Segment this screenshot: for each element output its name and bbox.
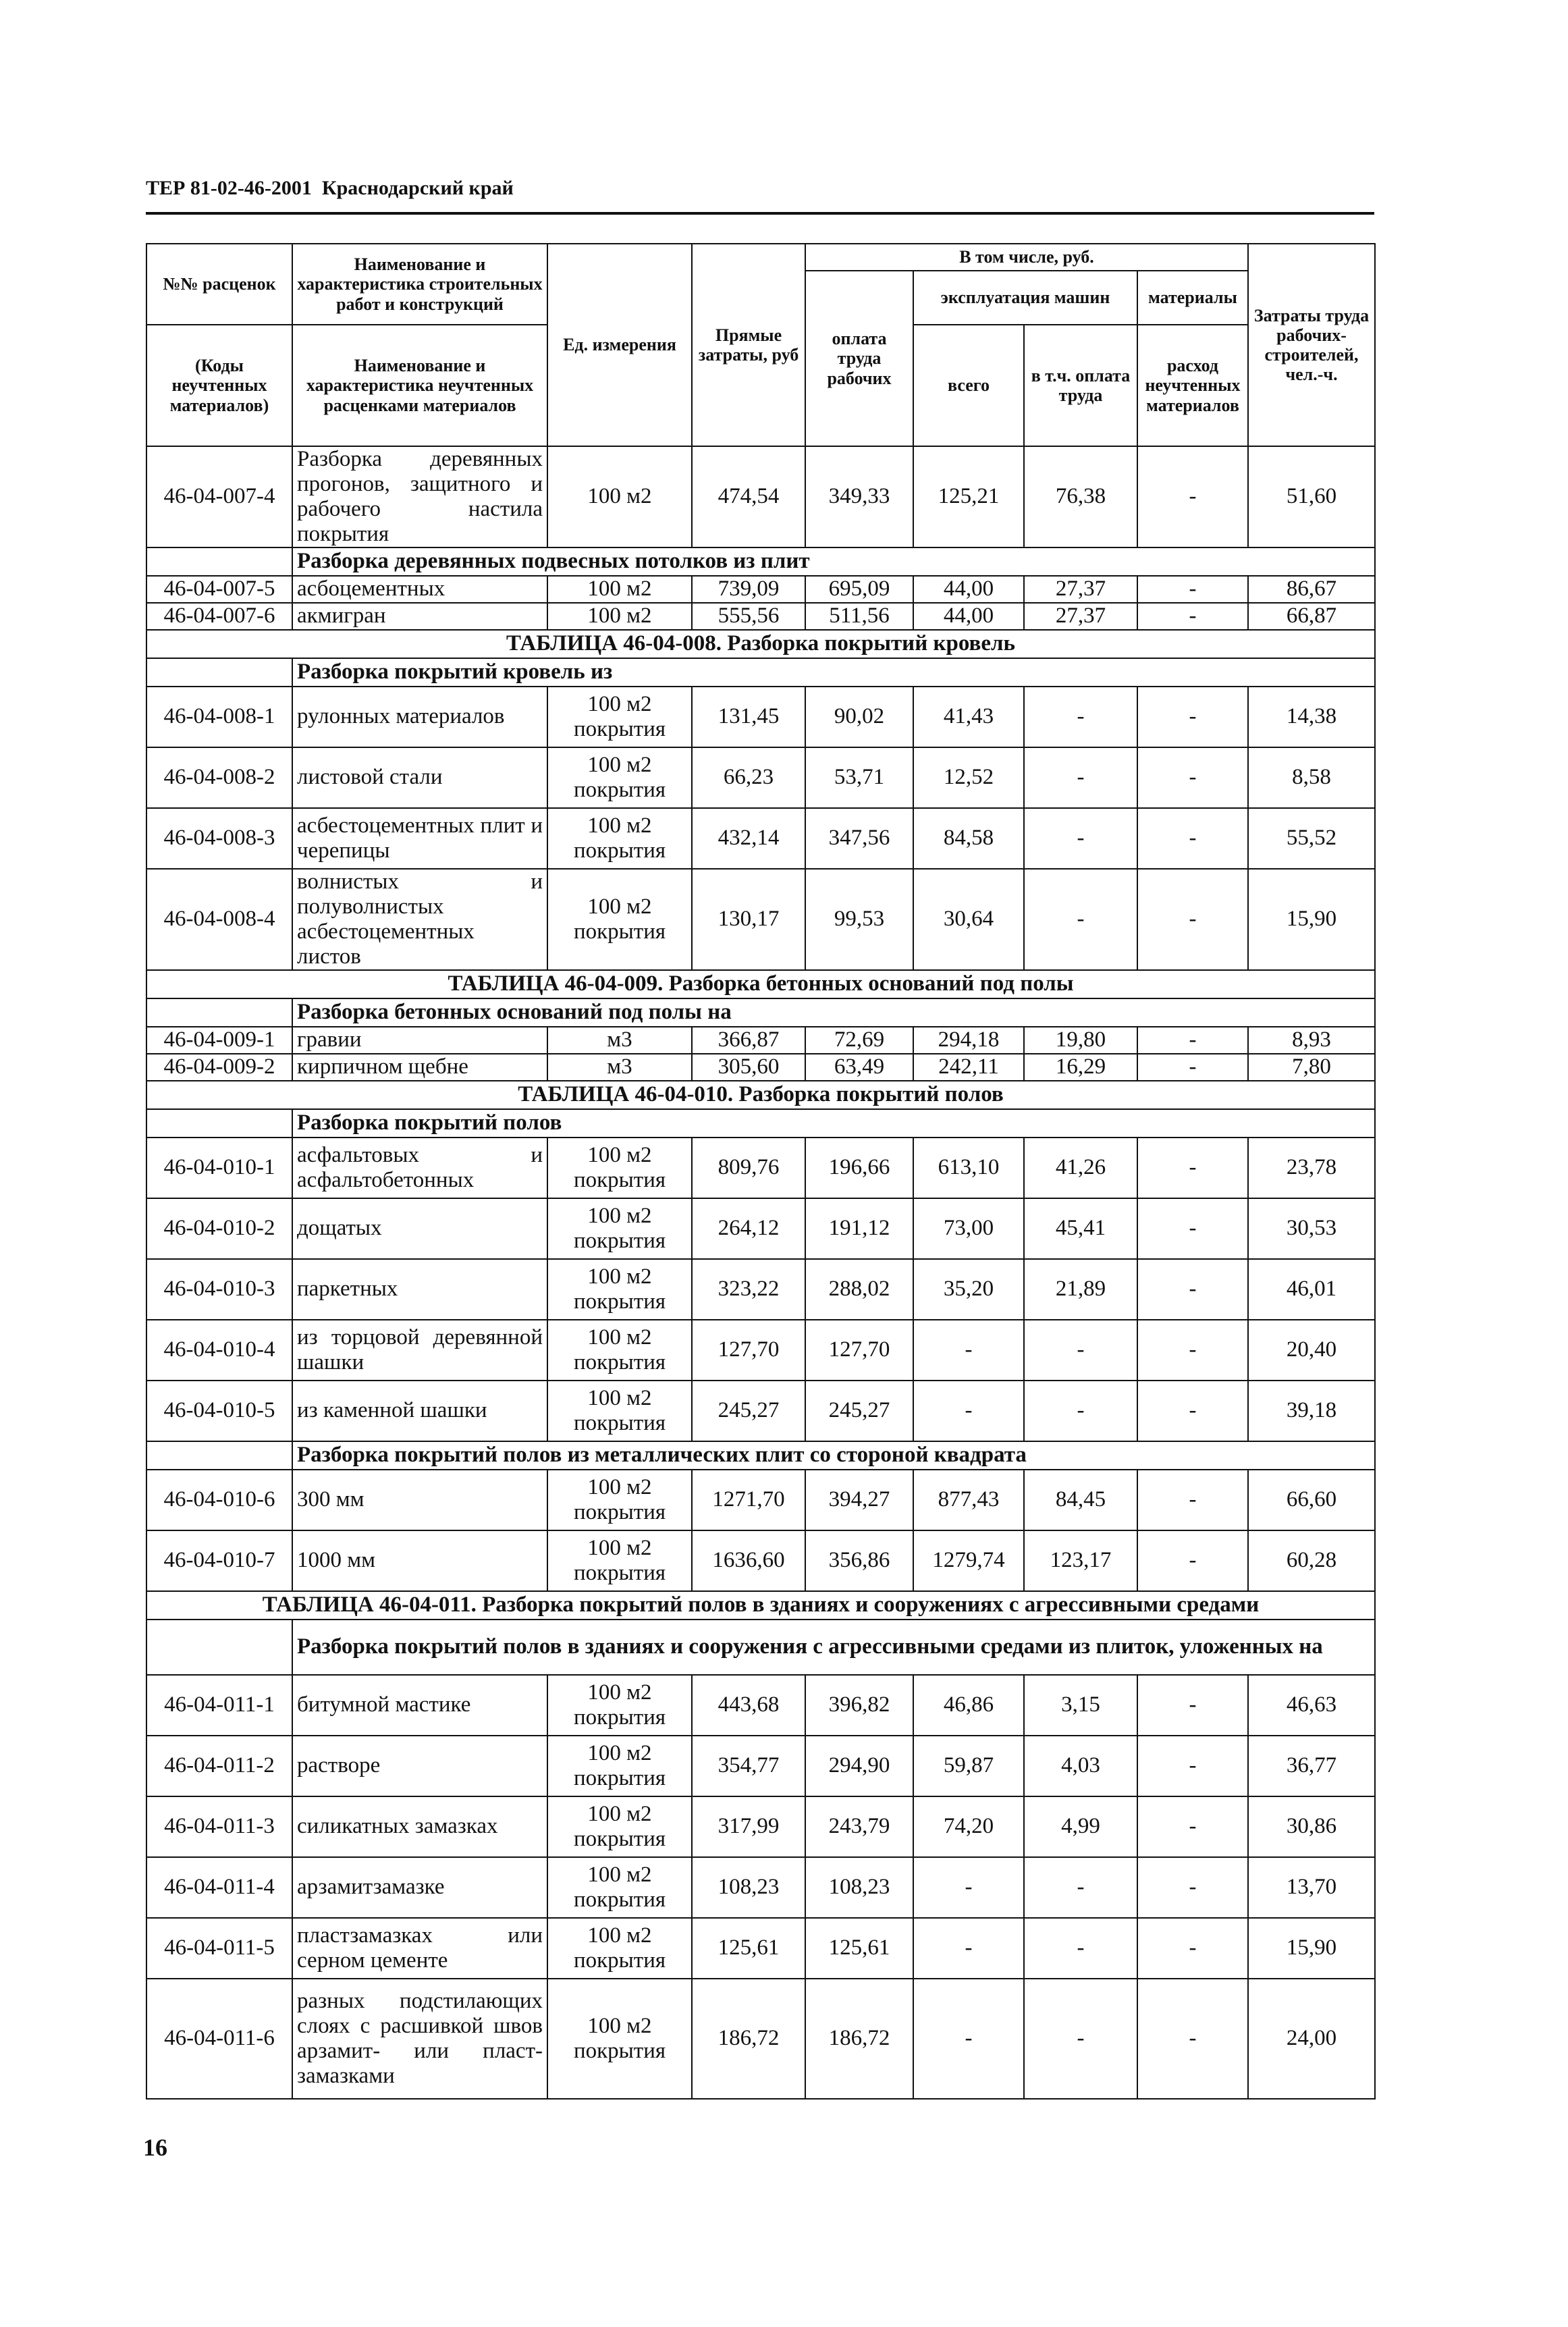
table-row [146, 603, 1375, 630]
wage-cost: 294,90 [805, 1736, 913, 1796]
machines-total: 242,11 [913, 1054, 1024, 1081]
materials-cost: - [1137, 1675, 1248, 1736]
unit: 100 м2 покрытия [547, 1796, 692, 1857]
group-heading-row [146, 1620, 1375, 1675]
col-code-top: №№ расценок [146, 244, 292, 325]
work-name: Разборка деревянных прогонов, защитного и рабочего настила покрытия [292, 446, 547, 547]
section-title-row [146, 630, 1375, 658]
table-row [146, 1530, 1375, 1591]
machines-wage: 123,17 [1024, 1530, 1137, 1591]
unit: 100 м2 покрытия [547, 687, 692, 747]
unit: 100 м2 покрытия [547, 1675, 692, 1736]
direct-cost: 127,70 [692, 1320, 805, 1381]
materials-cost: - [1137, 1736, 1248, 1796]
materials-cost: - [1137, 747, 1248, 808]
unit: м3 [547, 1054, 692, 1081]
unit: 100 м2 покрытия [547, 1857, 692, 1918]
table-row [146, 576, 1375, 603]
table-row [146, 808, 1375, 869]
labor-hours: 66,60 [1248, 1470, 1375, 1530]
table-row [146, 747, 1375, 808]
labor-hours: 13,70 [1248, 1857, 1375, 1918]
rate-code: 46-04-007-5 [146, 576, 292, 603]
group-code-cell [146, 1441, 292, 1470]
rate-code: 46-04-010-6 [146, 1470, 292, 1530]
direct-cost: 186,72 [692, 1979, 805, 2099]
col-name-top: Наименование и характеристика строительных работ и конструкций [292, 244, 547, 325]
unit: 100 м2 покрытия [547, 1736, 692, 1796]
col-materials-sub: расход неучтенных материалов [1137, 325, 1248, 446]
materials-cost: - [1137, 1027, 1248, 1054]
group-heading: Разборка деревянных подвесных потолков из плит [292, 547, 1375, 576]
rate-code: 46-04-011-6 [146, 1979, 292, 2099]
wage-cost: 245,27 [805, 1381, 913, 1441]
group-heading: Разборка бетонных оснований под полы на [292, 998, 1375, 1027]
labor-hours: 46,01 [1248, 1259, 1375, 1320]
direct-cost: 305,60 [692, 1054, 805, 1081]
materials-cost: - [1137, 446, 1248, 547]
work-name: асбестоцементных плит и черепицы [292, 808, 547, 869]
machines-total: 59,87 [913, 1736, 1024, 1796]
machines-total: 73,00 [913, 1198, 1024, 1259]
direct-cost: 366,87 [692, 1027, 805, 1054]
direct-cost: 443,68 [692, 1675, 805, 1736]
group-heading: Разборка покрытий полов [292, 1109, 1375, 1138]
machines-wage: 84,45 [1024, 1470, 1137, 1530]
labor-hours: 30,86 [1248, 1796, 1375, 1857]
unit: 100 м2 покрытия [547, 808, 692, 869]
labor-hours: 15,90 [1248, 869, 1375, 970]
work-name: из каменной шашки [292, 1381, 547, 1441]
direct-cost: 108,23 [692, 1857, 805, 1918]
rate-code: 46-04-010-5 [146, 1381, 292, 1441]
machines-total: 30,64 [913, 869, 1024, 970]
labor-hours: 8,58 [1248, 747, 1375, 808]
machines-wage: - [1024, 808, 1137, 869]
rate-code: 46-04-011-3 [146, 1796, 292, 1857]
col-machines-total: всего [913, 325, 1024, 446]
col-machines-wage: в т.ч. оплата труда [1024, 325, 1137, 446]
labor-hours: 24,00 [1248, 1979, 1375, 2099]
machines-total: - [913, 1857, 1024, 1918]
group-heading-row [146, 547, 1375, 576]
section-title-row [146, 970, 1375, 998]
materials-cost: - [1137, 687, 1248, 747]
table-row [146, 1675, 1375, 1736]
table-row [146, 1320, 1375, 1381]
materials-cost: - [1137, 603, 1248, 630]
unit: 100 м2 [547, 446, 692, 547]
group-code-cell [146, 658, 292, 687]
labor-hours: 7,80 [1248, 1054, 1375, 1081]
materials-cost: - [1137, 576, 1248, 603]
table-row [146, 1736, 1375, 1796]
doc-code: ТЕР 81-02-46-2001 [146, 177, 312, 199]
wage-cost: 127,70 [805, 1320, 913, 1381]
materials-cost: - [1137, 1381, 1248, 1441]
direct-cost: 264,12 [692, 1198, 805, 1259]
machines-wage: - [1024, 687, 1137, 747]
unit: 100 м2 покрытия [547, 1918, 692, 1979]
machines-wage: 41,26 [1024, 1138, 1137, 1198]
machines-wage: - [1024, 1381, 1137, 1441]
machines-wage: - [1024, 1320, 1137, 1381]
machines-total: 41,43 [913, 687, 1024, 747]
rate-code: 46-04-011-2 [146, 1736, 292, 1796]
direct-cost: 354,77 [692, 1736, 805, 1796]
unit: 100 м2 покрытия [547, 747, 692, 808]
work-name: битумной мастике [292, 1675, 547, 1736]
machines-total: 84,58 [913, 808, 1024, 869]
work-name: листовой стали [292, 747, 547, 808]
unit: 100 м2 покрытия [547, 1979, 692, 2099]
table-row [146, 1857, 1375, 1918]
document-header [146, 177, 1374, 200]
machines-wage: 76,38 [1024, 446, 1137, 547]
wage-cost: 288,02 [805, 1259, 913, 1320]
col-machines: эксплуатация машин [913, 271, 1137, 325]
direct-cost: 555,56 [692, 603, 805, 630]
table-row [146, 1027, 1375, 1054]
wage-cost: 90,02 [805, 687, 913, 747]
direct-cost: 432,14 [692, 808, 805, 869]
group-code-cell [146, 1109, 292, 1138]
machines-wage: - [1024, 1979, 1137, 2099]
machines-total: 1279,74 [913, 1530, 1024, 1591]
machines-wage: - [1024, 747, 1137, 808]
rate-code: 46-04-010-7 [146, 1530, 292, 1591]
wage-cost: 125,61 [805, 1918, 913, 1979]
labor-hours: 55,52 [1248, 808, 1375, 869]
rate-code: 46-04-010-2 [146, 1198, 292, 1259]
col-code-bottom: (Коды неучтенных материалов) [146, 325, 292, 446]
machines-total: 74,20 [913, 1796, 1024, 1857]
rate-code: 46-04-008-3 [146, 808, 292, 869]
group-heading-row [146, 1441, 1375, 1470]
wage-cost: 108,23 [805, 1857, 913, 1918]
section-title: ТАБЛИЦА 46-04-011. Разборка покрытий полов в зданиях и сооружениях с агрессивными средами [146, 1591, 1375, 1620]
col-wage: оплата труда рабочих [805, 271, 913, 446]
work-name: 1000 мм [292, 1530, 547, 1591]
labor-hours: 39,18 [1248, 1381, 1375, 1441]
wage-cost: 63,49 [805, 1054, 913, 1081]
materials-cost: - [1137, 1259, 1248, 1320]
col-incl: В том числе, руб. [805, 244, 1248, 271]
machines-total: 125,21 [913, 446, 1024, 547]
group-code-cell [146, 547, 292, 576]
wage-cost: 196,66 [805, 1138, 913, 1198]
table-row [146, 1259, 1375, 1320]
work-name: волнистых и полуволнистых асбестоцементных листов [292, 869, 547, 970]
wage-cost: 72,69 [805, 1027, 913, 1054]
unit: 100 м2 покрытия [547, 1470, 692, 1530]
col-direct: Прямые затраты, руб [692, 244, 805, 446]
machines-wage: 19,80 [1024, 1027, 1137, 1054]
table-row [146, 1381, 1375, 1441]
machines-total: 44,00 [913, 576, 1024, 603]
machines-total: 35,20 [913, 1259, 1024, 1320]
direct-cost: 739,09 [692, 576, 805, 603]
unit: 100 м2 покрытия [547, 1320, 692, 1381]
labor-hours: 20,40 [1248, 1320, 1375, 1381]
rate-code: 46-04-010-1 [146, 1138, 292, 1198]
unit: 100 м2 покрытия [547, 1381, 692, 1441]
machines-wage: - [1024, 869, 1137, 970]
direct-cost: 130,17 [692, 869, 805, 970]
direct-cost: 809,76 [692, 1138, 805, 1198]
labor-hours: 8,93 [1248, 1027, 1375, 1054]
machines-total: - [913, 1979, 1024, 2099]
section-title: ТАБЛИЦА 46-04-009. Разборка бетонных оснований под полы [146, 970, 1375, 998]
group-code-cell [146, 998, 292, 1027]
labor-hours: 23,78 [1248, 1138, 1375, 1198]
work-name: 300 мм [292, 1470, 547, 1530]
unit: м3 [547, 1027, 692, 1054]
unit: 100 м2 [547, 576, 692, 603]
table-row [146, 1796, 1375, 1857]
wage-cost: 191,12 [805, 1198, 913, 1259]
section-title-row [146, 1081, 1375, 1109]
direct-cost: 1271,70 [692, 1470, 805, 1530]
header-rule [146, 212, 1374, 215]
work-name: разных подстилающих слоях с расшивкой швов арзамит- или пласт-замазками [292, 1979, 547, 2099]
labor-hours: 46,63 [1248, 1675, 1375, 1736]
materials-cost: - [1137, 1857, 1248, 1918]
rate-code: 46-04-010-4 [146, 1320, 292, 1381]
labor-hours: 15,90 [1248, 1918, 1375, 1979]
materials-cost: - [1137, 1979, 1248, 2099]
work-name: асбоцементных [292, 576, 547, 603]
materials-cost: - [1137, 869, 1248, 970]
wage-cost: 511,56 [805, 603, 913, 630]
materials-cost: - [1137, 1470, 1248, 1530]
labor-hours: 14,38 [1248, 687, 1375, 747]
table-row [146, 1470, 1375, 1530]
rate-code: 46-04-008-2 [146, 747, 292, 808]
wage-cost: 186,72 [805, 1979, 913, 2099]
wage-cost: 347,56 [805, 808, 913, 869]
machines-wage: 3,15 [1024, 1675, 1137, 1736]
direct-cost: 474,54 [692, 446, 805, 547]
rate-code: 46-04-008-1 [146, 687, 292, 747]
machines-total: 877,43 [913, 1470, 1024, 1530]
work-name: паркетных [292, 1259, 547, 1320]
rate-code: 46-04-007-6 [146, 603, 292, 630]
machines-total: 44,00 [913, 603, 1024, 630]
unit: 100 м2 покрытия [547, 1198, 692, 1259]
rate-code: 46-04-010-3 [146, 1259, 292, 1320]
unit: 100 м2 покрытия [547, 1530, 692, 1591]
labor-hours: 66,87 [1248, 603, 1375, 630]
group-heading-row [146, 658, 1375, 687]
rate-code: 46-04-011-4 [146, 1857, 292, 1918]
group-heading-row [146, 998, 1375, 1027]
col-labor: Затраты труда рабочих-строителей, чел.-ч. [1248, 244, 1375, 446]
materials-cost: - [1137, 1198, 1248, 1259]
direct-cost: 317,99 [692, 1796, 805, 1857]
work-name: асфальтовых и асфальтобетонных [292, 1138, 547, 1198]
wage-cost: 396,82 [805, 1675, 913, 1736]
table-row [146, 1198, 1375, 1259]
labor-hours: 51,60 [1248, 446, 1375, 547]
work-name: рулонных материалов [292, 687, 547, 747]
doc-region: Краснодарский край [321, 177, 514, 199]
group-heading: Разборка покрытий полов из металлических плит со стороной квадрата [292, 1441, 1375, 1470]
wage-cost: 394,27 [805, 1470, 913, 1530]
table-row [146, 1138, 1375, 1198]
machines-total: - [913, 1320, 1024, 1381]
direct-cost: 323,22 [692, 1259, 805, 1320]
labor-hours: 36,77 [1248, 1736, 1375, 1796]
direct-cost: 1636,60 [692, 1530, 805, 1591]
rate-code: 46-04-008-4 [146, 869, 292, 970]
machines-wage: 45,41 [1024, 1198, 1137, 1259]
section-title: ТАБЛИЦА 46-04-008. Разборка покрытий кровель [146, 630, 1375, 658]
machines-total: 12,52 [913, 747, 1024, 808]
wage-cost: 356,86 [805, 1530, 913, 1591]
direct-cost: 125,61 [692, 1918, 805, 1979]
group-heading: Разборка покрытий полов в зданиях и сооружения с агрессивными средами из плиток, уложенных на [292, 1620, 1375, 1675]
table-row [146, 687, 1375, 747]
materials-cost: - [1137, 1054, 1248, 1081]
materials-cost: - [1137, 1918, 1248, 1979]
unit: 100 м2 покрытия [547, 1138, 692, 1198]
machines-wage: 4,99 [1024, 1796, 1137, 1857]
rate-code: 46-04-011-5 [146, 1918, 292, 1979]
table-head [146, 244, 1375, 446]
machines-total: 613,10 [913, 1138, 1024, 1198]
materials-cost: - [1137, 1796, 1248, 1857]
wage-cost: 695,09 [805, 576, 913, 603]
direct-cost: 131,45 [692, 687, 805, 747]
unit: 100 м2 [547, 603, 692, 630]
work-name: пластзамазках или серном цементе [292, 1918, 547, 1979]
machines-wage: 4,03 [1024, 1736, 1137, 1796]
group-heading: Разборка покрытий кровель из [292, 658, 1375, 687]
col-unit: Ед. измерения [547, 244, 692, 446]
direct-cost: 66,23 [692, 747, 805, 808]
work-name: гравии [292, 1027, 547, 1054]
rates-table [146, 243, 1376, 2099]
unit: 100 м2 покрытия [547, 1259, 692, 1320]
table-row [146, 1054, 1375, 1081]
machines-wage: 27,37 [1024, 603, 1137, 630]
table-row [146, 446, 1375, 547]
group-heading-row [146, 1109, 1375, 1138]
machines-wage: 27,37 [1024, 576, 1137, 603]
machines-wage: - [1024, 1918, 1137, 1979]
labor-hours: 30,53 [1248, 1198, 1375, 1259]
rate-code: 46-04-007-4 [146, 446, 292, 547]
materials-cost: - [1137, 1138, 1248, 1198]
work-name: арзамитзамазке [292, 1857, 547, 1918]
table-body [146, 446, 1375, 2099]
section-title-row [146, 1591, 1375, 1620]
labor-hours: 60,28 [1248, 1530, 1375, 1591]
rate-code: 46-04-009-2 [146, 1054, 292, 1081]
col-materials: материалы [1137, 271, 1248, 325]
machines-total: 294,18 [913, 1027, 1024, 1054]
wage-cost: 99,53 [805, 869, 913, 970]
rate-code: 46-04-011-1 [146, 1675, 292, 1736]
wage-cost: 53,71 [805, 747, 913, 808]
work-name: дощатых [292, 1198, 547, 1259]
direct-cost: 245,27 [692, 1381, 805, 1441]
machines-wage: 21,89 [1024, 1259, 1137, 1320]
section-title: ТАБЛИЦА 46-04-010. Разборка покрытий полов [146, 1081, 1375, 1109]
wage-cost: 243,79 [805, 1796, 913, 1857]
materials-cost: - [1137, 1320, 1248, 1381]
work-name: из торцовой деревянной шашки [292, 1320, 547, 1381]
table-row [146, 1979, 1375, 2099]
labor-hours: 86,67 [1248, 576, 1375, 603]
machines-total: - [913, 1918, 1024, 1979]
machines-wage: - [1024, 1857, 1137, 1918]
unit: 100 м2 покрытия [547, 869, 692, 970]
table-row [146, 869, 1375, 970]
materials-cost: - [1137, 808, 1248, 869]
rate-code: 46-04-009-1 [146, 1027, 292, 1054]
page-number: 16 [143, 2134, 167, 2161]
group-code-cell [146, 1620, 292, 1675]
work-name: кирпичном щебне [292, 1054, 547, 1081]
machines-total: - [913, 1381, 1024, 1441]
work-name: акмигран [292, 603, 547, 630]
wage-cost: 349,33 [805, 446, 913, 547]
machines-wage: 16,29 [1024, 1054, 1137, 1081]
work-name: растворе [292, 1736, 547, 1796]
machines-total: 46,86 [913, 1675, 1024, 1736]
table-row [146, 1918, 1375, 1979]
col-name-bottom: Наименование и характеристика неучтенных расценками материалов [292, 325, 547, 446]
materials-cost: - [1137, 1530, 1248, 1591]
work-name: силикатных замазках [292, 1796, 547, 1857]
